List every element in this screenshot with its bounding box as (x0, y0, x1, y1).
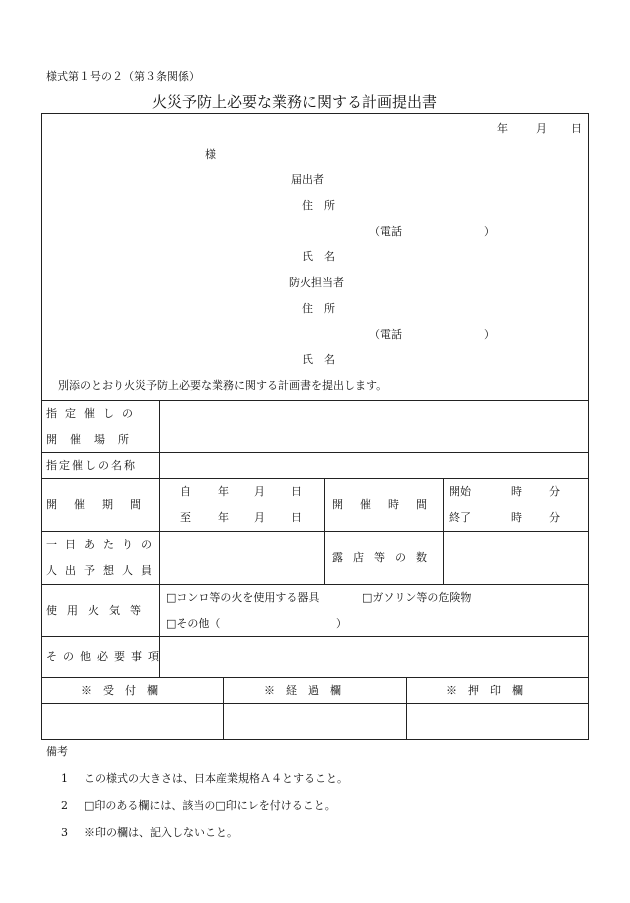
time-label: 開催時間 (332, 498, 444, 511)
period-label: 開催期間 (46, 498, 158, 511)
period-year: 年 (218, 511, 229, 524)
time-hour: 時 (511, 485, 522, 498)
note-text: この様式の大きさは、日本産業規格Ａ４とすること。 (84, 772, 348, 785)
note-number: 3 (61, 826, 68, 839)
reception-column-header: ※受付欄 (81, 684, 169, 697)
submitter-phone-label: （電話 (369, 225, 402, 238)
venue-label: 開催場所 (46, 433, 142, 446)
note-number: 2 (61, 799, 68, 812)
divider (41, 584, 589, 585)
period-to: 至 (180, 511, 191, 524)
divider (41, 636, 589, 637)
fire-officer-address-label: 住 所 (302, 302, 335, 315)
period-month: 月 (254, 511, 265, 524)
seal-column-header: ※押印欄 (446, 684, 534, 697)
fire-officer-label: 防火担当者 (289, 276, 344, 289)
form-number: 様式第１号の２（第３条関係） (46, 70, 200, 83)
submitter-label: 届出者 (291, 173, 324, 186)
period-day: 日 (291, 511, 302, 524)
attendance-label: 人出予想人員 (46, 564, 160, 577)
note-number: 1 (61, 772, 68, 785)
date-year: 年 (497, 122, 508, 135)
fire-option-gasoline[interactable]: □ガソリン等の危険物 (362, 591, 472, 604)
notes-heading: 備考 (46, 745, 68, 758)
time-minute: 分 (549, 485, 560, 498)
submitter-name-label: 氏 名 (302, 250, 335, 263)
submitter-phone-close: ） (484, 225, 495, 238)
divider (41, 531, 589, 532)
time-minute: 分 (549, 511, 560, 524)
progress-column-header: ※経過欄 (264, 684, 352, 697)
fire-officer-name-label: 氏 名 (302, 353, 335, 366)
addressee-suffix: 様 (205, 148, 216, 161)
divider (443, 478, 444, 584)
time-hour: 時 (511, 511, 522, 524)
divider (41, 703, 589, 704)
date-month: 月 (536, 122, 547, 135)
attendance-label: 一日あたりの (46, 538, 160, 551)
submitter-address-label: 住 所 (302, 199, 335, 212)
period-from: 自 (180, 485, 191, 498)
divider (41, 478, 589, 479)
date-day: 日 (571, 122, 582, 135)
period-day: 日 (291, 485, 302, 498)
statement: 別添のとおり火災予防上必要な業務に関する計画書を提出します。 (58, 379, 388, 392)
period-month: 月 (254, 485, 265, 498)
period-year: 年 (218, 485, 229, 498)
fire-officer-phone-close: ） (484, 328, 495, 341)
time-end: 終了 (449, 511, 471, 524)
note-text: ※印の欄は、記入しないこと。 (84, 826, 238, 839)
divider (41, 452, 589, 453)
divider (41, 677, 589, 678)
stalls-label: 露店等の数 (332, 551, 437, 564)
divider (406, 677, 407, 740)
other-label: その他必要事項 (46, 650, 165, 663)
event-name-label: 指定催しの名称 (46, 459, 137, 472)
time-start: 開始 (449, 485, 471, 498)
divider (324, 478, 325, 584)
fire-option-stove[interactable]: □コンロ等の火を使用する器具 (166, 591, 320, 604)
page-title: 火災予防上必要な業務に関する計画提出書 (152, 93, 438, 111)
divider (223, 677, 224, 740)
fire-officer-phone-label: （電話 (369, 328, 402, 341)
venue-label: 指定催しの (46, 407, 141, 420)
note-text: □印のある欄には、該当の□印にレを付けること。 (84, 799, 336, 812)
fire-option-other[interactable]: □その他（ (166, 617, 221, 630)
fire-option-other-close: ） (336, 617, 347, 630)
fire-use-label: 使用火気等 (46, 604, 151, 617)
divider (41, 400, 589, 401)
